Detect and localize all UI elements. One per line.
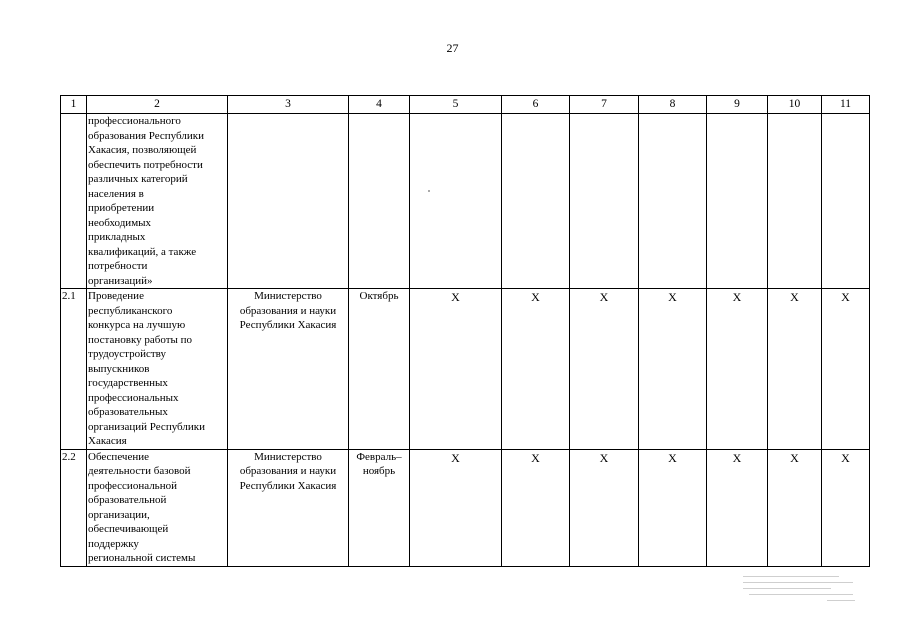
row-number-cell: 2.2 bbox=[61, 449, 87, 566]
activity-name-line: прикладных bbox=[88, 231, 146, 243]
page-number: 27 bbox=[446, 41, 459, 55]
term-line: ноябрь bbox=[362, 465, 396, 477]
activity-name-line: организаций» bbox=[88, 274, 153, 287]
activity-name-line: обеспечить потребности bbox=[88, 158, 203, 171]
activity-name-line: Хакасия, позволяющей bbox=[88, 144, 197, 156]
mark-cell-col-8: X bbox=[639, 289, 707, 450]
executor-line: Республики Хакасия bbox=[239, 319, 337, 331]
activity-name-line: населения в bbox=[88, 187, 144, 200]
column-header-7: 7 bbox=[570, 96, 639, 114]
executor-cell bbox=[228, 449, 349, 566]
mark-cell-col-6 bbox=[502, 114, 570, 289]
mark-cell-col-5: X bbox=[410, 289, 502, 450]
activity-name-line: конкурса на лучшую bbox=[88, 319, 186, 331]
column-header-4: 4 bbox=[349, 96, 410, 114]
executor-line: образования и науки bbox=[239, 465, 337, 477]
activity-name-line: постановку работы по bbox=[88, 333, 193, 346]
column-header-2: 2 bbox=[87, 96, 228, 114]
mark-cell-col-11: X bbox=[822, 289, 870, 450]
mark-cell-col-8 bbox=[639, 114, 707, 289]
plan-table bbox=[60, 95, 870, 567]
column-header-6: 6 bbox=[502, 96, 570, 114]
table-body bbox=[61, 114, 870, 567]
activity-name-line: образовательной bbox=[88, 494, 167, 506]
activity-name-cell bbox=[87, 114, 228, 289]
activity-name-line: деятельности базовой bbox=[88, 465, 191, 477]
mark-cell-col-7: X bbox=[570, 289, 639, 450]
activity-name-line: поддержку bbox=[88, 537, 139, 550]
mark-cell-col-9: X bbox=[707, 449, 768, 566]
executor-line: образования и науки bbox=[239, 304, 337, 317]
activity-name-line: организации, bbox=[88, 508, 150, 521]
column-header-8: 8 bbox=[639, 96, 707, 114]
row-number-cell bbox=[61, 114, 87, 289]
activity-name-line: обеспечивающей bbox=[88, 523, 169, 535]
activity-name-line: государственных bbox=[88, 377, 168, 389]
activity-name-line: выпускников bbox=[88, 362, 150, 375]
mark-cell-col-6: X bbox=[502, 449, 570, 566]
mark-cell-col-11: X bbox=[822, 449, 870, 566]
column-header-3: 3 bbox=[228, 96, 349, 114]
activity-name-line: квалификаций, а также bbox=[88, 245, 197, 258]
activity-name-cell bbox=[87, 449, 228, 566]
activity-name-line: республиканского bbox=[88, 304, 173, 317]
mark-cell-col-8: X bbox=[639, 449, 707, 566]
mark-cell-col-11 bbox=[822, 114, 870, 289]
activity-name-line: трудоустройству bbox=[88, 348, 166, 360]
activity-name-line: Обеспечение bbox=[88, 450, 149, 463]
term-cell bbox=[349, 449, 410, 566]
term-line: Февраль– bbox=[356, 450, 402, 463]
executor-cell bbox=[228, 289, 349, 450]
executor-line: Республики Хакасия bbox=[239, 479, 337, 492]
table-row bbox=[61, 449, 870, 566]
activity-name-line: потребности bbox=[88, 260, 148, 272]
mark-cell-col-9: X bbox=[707, 289, 768, 450]
mark-cell-col-5: X bbox=[410, 449, 502, 566]
executor-line: Министерство bbox=[254, 290, 322, 302]
column-header-11: 11 bbox=[822, 96, 870, 114]
table-row bbox=[61, 289, 870, 450]
activity-name-line: профессионального bbox=[88, 115, 181, 127]
activity-name-cell bbox=[87, 289, 228, 450]
mark-cell-col-10: X bbox=[768, 449, 822, 566]
activity-name-line: необходимых bbox=[88, 216, 152, 229]
activity-name-line: образовательных bbox=[88, 406, 168, 418]
scan-speck bbox=[428, 190, 430, 192]
mark-cell-col-10: X bbox=[768, 289, 822, 450]
activity-name-line: профессиональной bbox=[88, 479, 177, 492]
activity-name-line: региональной системы bbox=[88, 552, 196, 564]
activity-name-line: различных категорий bbox=[88, 173, 188, 185]
column-header-5: 5 bbox=[410, 96, 502, 114]
table-row bbox=[61, 114, 870, 289]
activity-name-line: организаций Республики bbox=[88, 420, 205, 433]
column-header-9: 9 bbox=[707, 96, 768, 114]
executor-cell bbox=[228, 114, 349, 289]
faded-stamp bbox=[743, 576, 859, 614]
term-line: Октябрь bbox=[359, 290, 399, 302]
term-cell bbox=[349, 114, 410, 289]
activity-name-line: образования Республики bbox=[88, 129, 204, 142]
mark-cell-col-7 bbox=[570, 114, 639, 289]
table-header-row bbox=[61, 96, 870, 114]
term-cell bbox=[349, 289, 410, 450]
activity-name-line: приобретении bbox=[88, 202, 155, 214]
executor-line: Министерство bbox=[254, 450, 322, 463]
column-header-1: 1 bbox=[61, 96, 87, 114]
activity-name-line: Проведение bbox=[88, 290, 144, 302]
mark-cell-col-5 bbox=[410, 114, 502, 289]
row-number-cell: 2.1 bbox=[61, 289, 87, 450]
activity-name-line: Хакасия bbox=[88, 435, 127, 447]
activity-name-line: профессиональных bbox=[88, 391, 179, 404]
mark-cell-col-7: X bbox=[570, 449, 639, 566]
column-header-10: 10 bbox=[768, 96, 822, 114]
mark-cell-col-9 bbox=[707, 114, 768, 289]
mark-cell-col-10 bbox=[768, 114, 822, 289]
mark-cell-col-6: X bbox=[502, 289, 570, 450]
